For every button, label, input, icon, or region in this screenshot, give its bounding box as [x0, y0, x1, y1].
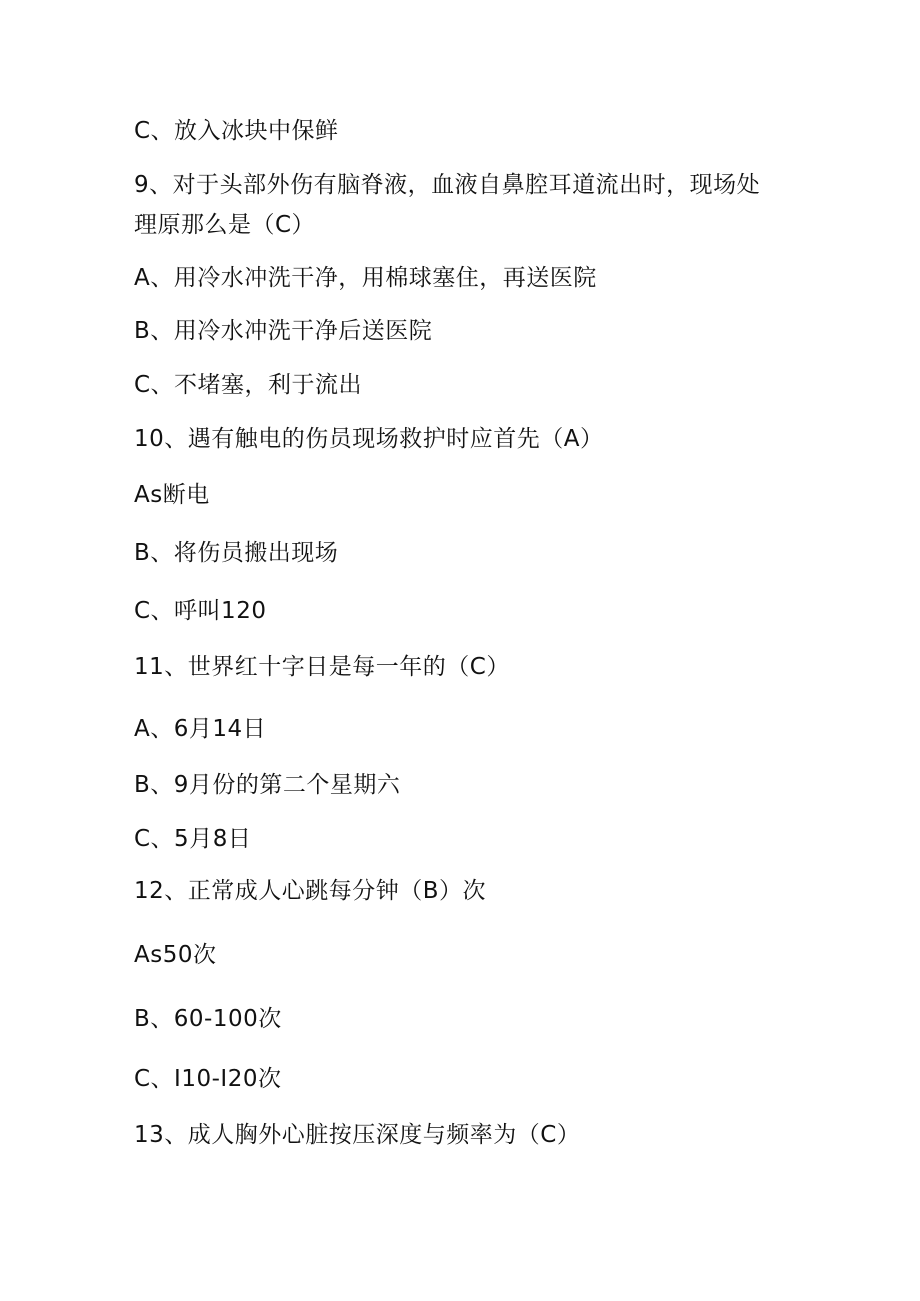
- option-b-q11: B、9月份的第二个星期六: [134, 772, 401, 798]
- question-13: 13、成人胸外心脏按压深度与频率为（C）: [134, 1122, 581, 1148]
- question-9-line-2: 理原那么是（C）: [134, 212, 316, 238]
- option-b-q12: B、60-100次: [134, 1006, 282, 1032]
- option-c-q11: C、5月8日: [134, 826, 252, 852]
- option-a-q9: A、用冷水冲洗干净，用棉球塞住，再送医院: [134, 265, 597, 291]
- option-c-q12: C、I10-I20次: [134, 1066, 282, 1092]
- question-10: 10、遇有触电的伤员现场救护时应首先（A）: [134, 426, 604, 452]
- option-a-q11: A、6月14日: [134, 716, 267, 742]
- option-c-q9: C、不堵塞，利于流出: [134, 372, 363, 398]
- question-11: 11、世界红十字日是每一年的（C）: [134, 654, 510, 680]
- question-12: 12、正常成人心跳每分钟（B）次: [134, 878, 487, 904]
- option-c-q8: C、放入冰块中保鲜: [134, 118, 339, 144]
- option-a-q12: As50次: [134, 942, 217, 968]
- option-b-q9: B、用冷水冲洗干净后送医院: [134, 318, 433, 344]
- option-b-q10: B、将伤员搬出现场: [134, 540, 339, 566]
- option-a-q10: As断电: [134, 482, 210, 508]
- option-c-q10: C、呼叫120: [134, 598, 267, 624]
- question-9-line-1: 9、对于头部外伤有脑脊液，血液自鼻腔耳道流出时，现场处: [134, 172, 761, 198]
